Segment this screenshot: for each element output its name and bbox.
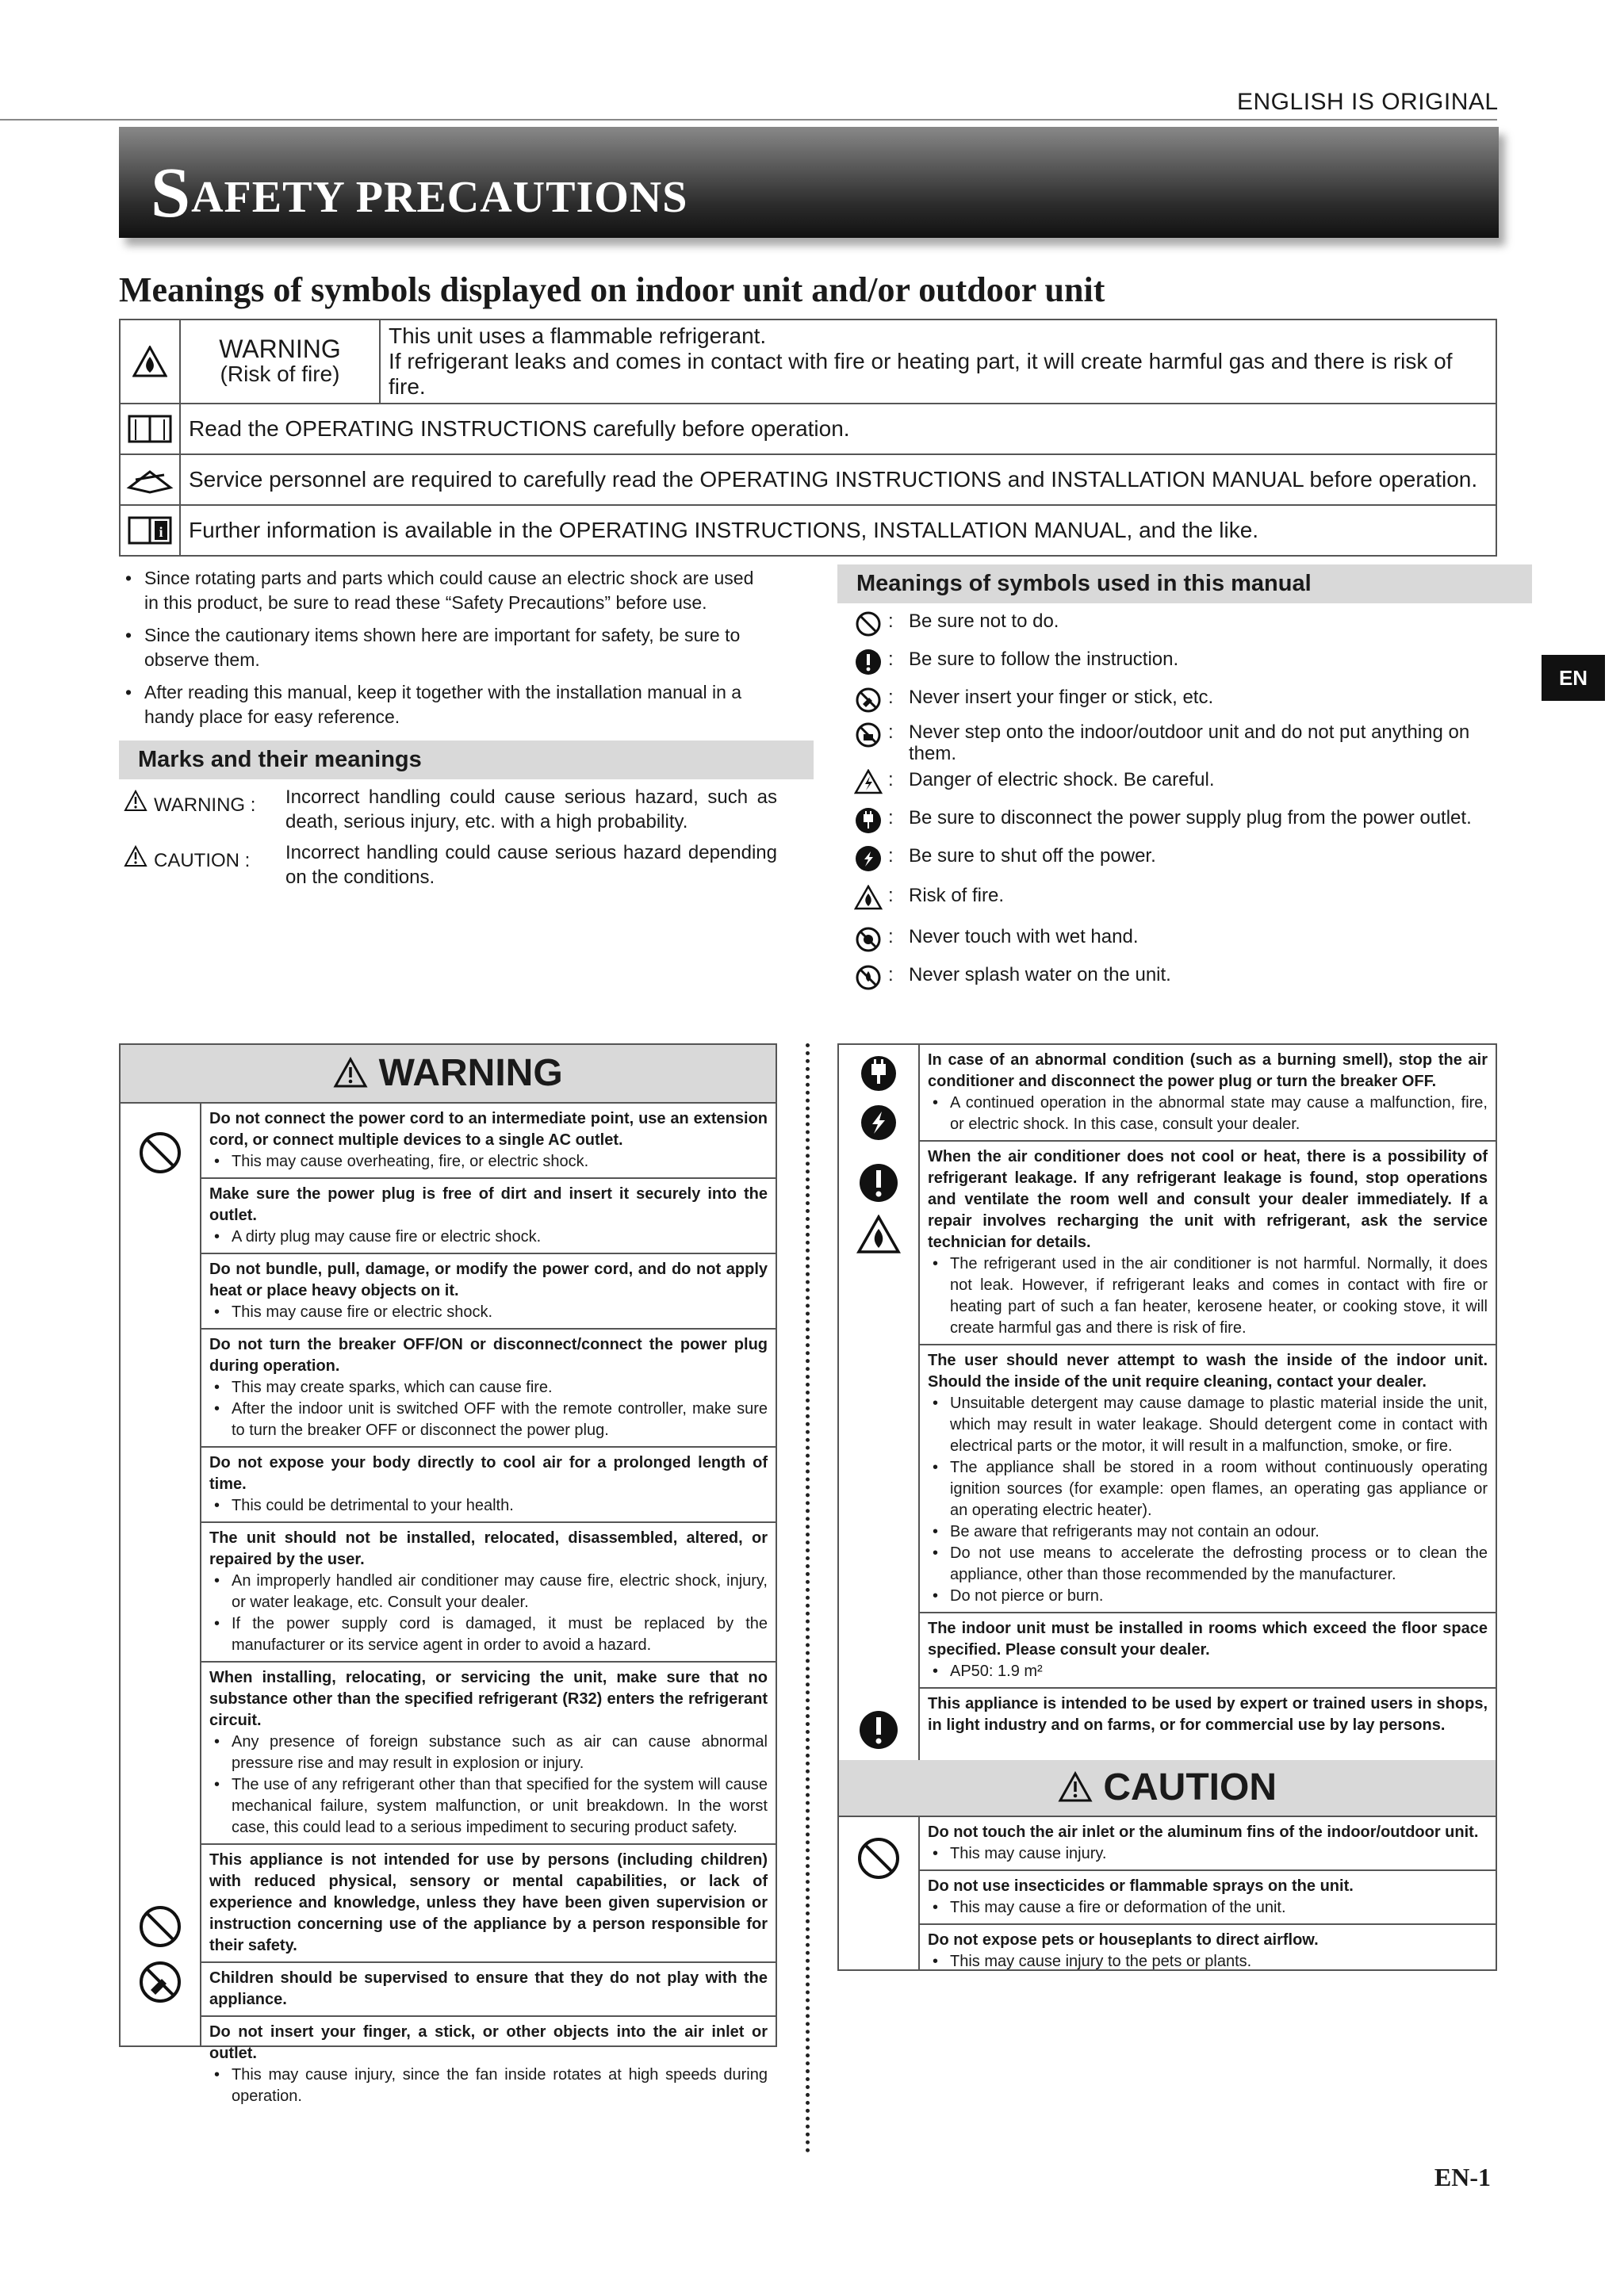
safety-item-title: Do not expose your body directly to cool air for a prolonged length of time. [209, 1454, 768, 1493]
manual-symbol-row: : Danger of electric shock. Be careful. [848, 769, 1215, 799]
service-manual-icon [120, 454, 180, 505]
warning-items-right [920, 1045, 1496, 1762]
warning-title: WARNING [121, 1045, 776, 1104]
intro-bullets [119, 566, 769, 737]
list-item: • Since rotating parts and parts which could cause an electric shock are used in this product, be sure to read these “Safety Precautions” before use. [119, 566, 769, 615]
warning-triangle-icon [124, 790, 147, 818]
safety-item-bullet: • A dirty plug may cause fire or electric shock. [209, 1226, 768, 1248]
units-symbols-heading: Meanings of symbols displayed on indoor unit and/or outdoor unit [119, 270, 1105, 309]
mandatory-icon [848, 649, 888, 680]
safety-item [920, 1689, 1496, 1741]
safety-item-title: Children should be supervised to ensure that they do not play with the appliance. [209, 1969, 768, 2008]
no-water-splash-icon [848, 964, 888, 996]
no-finger-icon [848, 687, 888, 718]
safety-item [201, 1330, 776, 1448]
safety-item-bullet: • This may cause fire or electric shock. [209, 1302, 768, 1323]
safety-item-bullet: • This could be detrimental to your health. [209, 1495, 768, 1517]
safety-item-title: Do not turn the breaker OFF/ON or disconnect/connect the power plug during operation. [209, 1336, 768, 1375]
warning-box-left [119, 1043, 777, 2105]
row-read-instructions: Read the OPERATING INSTRUCTIONS carefully before operation. [180, 404, 1496, 454]
caution-title: CAUTION [839, 1760, 1496, 1817]
caution-items [920, 1817, 1496, 1969]
safety-item [201, 1104, 776, 1179]
safety-item-title: The user should never attempt to wash the inside of the indoor unit. Should the inside of the unit require cleaning, contact your dealer. [928, 1352, 1488, 1391]
safety-item-bullet: • The use of any refrigerant other than that specified for the system will cause mechanical failure, system malfunction, or unit breakdown. In the worst case, this could lead to a serious impediment to securing product safety. [209, 1774, 768, 1839]
prohibition-icon [848, 610, 888, 642]
fire-icon [856, 1215, 901, 1254]
title-banner [119, 127, 1499, 238]
safety-item [920, 1345, 1496, 1613]
safety-item-title: Do not connect the power cord to an intermediate point, use an extension cord, or connect multiple devices to a single AC outlet. [209, 1110, 768, 1149]
safety-item-bullet: • This may cause a fire or deformation of the unit. [928, 1897, 1488, 1919]
safety-item-title: Do not bundle, pull, damage, or modify the power cord, and do not apply heat or place heavy objects on it. [209, 1261, 768, 1299]
caution-triangle-icon [124, 845, 147, 874]
caution-triangle-icon [1058, 1771, 1093, 1803]
safety-item [201, 1448, 776, 1523]
header-note: ENGLISH IS ORIGINAL [1237, 89, 1499, 115]
manual-symbol-row: : Be sure to disconnect the power supply plug from the power outlet. [848, 807, 1472, 839]
manual-symbol-row: : Never insert your finger or stick, etc. [848, 687, 1213, 718]
safety-item-bullet: • This may cause injury. [928, 1843, 1488, 1865]
safety-item [201, 1663, 776, 1845]
safety-item [201, 1179, 776, 1254]
safety-item-title: Make sure the power plug is free of dirt and insert it securely into the outlet. [209, 1185, 768, 1224]
warning-triangle-icon [333, 1057, 368, 1089]
unit-symbols-table [119, 319, 1497, 557]
safety-item-bullet: • AP50: 1.9 m² [928, 1661, 1488, 1682]
safety-item [201, 1845, 776, 1963]
safety-item [920, 1613, 1496, 1689]
safety-item-bullet: • Do not use means to accelerate the defrosting process or to clean the appliance, other than those recommended by the manufacturer. [928, 1543, 1488, 1586]
prohibition-icon [856, 1836, 901, 1881]
safety-item-title: Do not touch the air inlet or the aluminum fins of the indoor/outdoor unit. [928, 1823, 1479, 1841]
safety-item [201, 2017, 776, 2112]
power-off-icon [860, 1104, 898, 1142]
electric-shock-icon [848, 769, 888, 799]
safety-item [201, 1254, 776, 1330]
manual-symbol-row: : Be sure to follow the instruction. [848, 649, 1178, 680]
warning-right-icon-column [839, 1045, 920, 1762]
safety-item-title: When installing, relocating, or servicing the unit, make sure that no substance other than the specified refrigerant (R32) enters the refrigerant circuit. [209, 1669, 768, 1729]
prohibition-icon [138, 1904, 182, 1949]
safety-item-title: Do not expose pets or houseplants to direct airflow. [928, 1931, 1319, 1949]
safety-item-title: The unit should not be installed, relocated, disassembled, altered, or repaired by the user. [209, 1529, 768, 1568]
safety-item-bullet: • Be aware that refrigerants may not contain an odour. [928, 1521, 1488, 1543]
safety-item-bullet: • Do not pierce or burn. [928, 1586, 1488, 1607]
safety-item [920, 1045, 1496, 1142]
safety-item-bullet: • A continued operation in the abnormal state may cause a malfunction, fire, or electric shock. In this case, consult your dealer. [928, 1093, 1488, 1135]
warning-box-right [837, 1043, 1497, 1763]
power-off-icon [848, 845, 888, 877]
row-service-personnel: Service personnel are required to carefully read the OPERATING INSTRUCTIONS and INSTALLATION MANUAL before operation. [180, 454, 1496, 505]
warning-label-cell: WARNING (Risk of fire) [180, 320, 380, 404]
manual-symbol-row: : Never splash water on the unit. [848, 964, 1171, 996]
safety-item [920, 1142, 1496, 1345]
warning-items-left [201, 1104, 776, 2105]
row-further-info: Further information is available in the OPERATING INSTRUCTIONS, INSTALLATION MANUAL, and the like. [180, 505, 1496, 556]
svg-text:i: i [159, 524, 163, 540]
safety-item-bullet: • This may create sparks, which can cause fire. [209, 1377, 768, 1399]
header-rule [0, 119, 1497, 121]
safety-item-title: This appliance is not intended for use by persons (including children) with reduced physical, sensory or mental capabilities, or lack of experience and knowledge, unless they have been given supervision or instruction concerning use of the appliance by a person responsible for their safety. [209, 1851, 768, 1954]
safety-item [920, 1925, 1496, 1977]
no-step-icon [848, 721, 888, 764]
manual-symbol-row: : Be sure not to do. [848, 610, 1059, 642]
no-wet-hand-icon [848, 926, 888, 958]
no-finger-icon [138, 1960, 182, 2004]
safety-item-bullet: • This may cause overheating, fire, or electric shock. [209, 1151, 768, 1173]
manual-book-icon [120, 404, 180, 454]
mandatory-icon [858, 1709, 899, 1751]
safety-item-bullet: • If the power supply cord is damaged, it must be replaced by the manufacturer or its service agent in order to avoid a hazard. [209, 1613, 768, 1656]
manual-symbol-row: : Never touch with wet hand. [848, 926, 1139, 958]
column-divider [806, 1043, 810, 2153]
warning-text-cell: This unit uses a flammable refrigerant. If refrigerant leaks and comes in contact with fire or heating part, it will create harmful gas and there is risk of fire. [380, 320, 1496, 404]
manual-symbols-heading: Meanings of symbols used in this manual [837, 564, 1532, 603]
unplug-icon [860, 1054, 898, 1093]
list-item: • Since the cautionary items shown here are important for safety, be sure to observe them. [119, 623, 769, 672]
safety-item-title: Do not use insecticides or flammable sprays on the unit. [928, 1877, 1354, 1895]
unplug-icon [848, 807, 888, 839]
safety-item [920, 1817, 1496, 1871]
fire-warning-icon [120, 320, 180, 404]
language-tab: EN [1542, 655, 1605, 701]
safety-item-bullet: • The appliance shall be stored in a room without continuously operating ignition sources (for example: open flames, an operating gas appliance or an operating electric heater). [928, 1457, 1488, 1521]
prohibition-icon [138, 1131, 182, 1175]
safety-item-title: In case of an abnormal condition (such as a burning smell), stop the air conditioner and disconnect the power plug or turn the breaker OFF. [928, 1051, 1488, 1090]
page-title: SAFETY PRECAUTIONS [151, 154, 688, 232]
safety-item-bullet: • This may cause injury to the pets or plants. [928, 1951, 1488, 1973]
caution-box [837, 1760, 1497, 1971]
safety-item-bullet: • This may cause injury, since the fan inside rotates at high speeds during operation. [209, 2064, 768, 2107]
manual-symbol-row: : Risk of fire. [848, 885, 1004, 915]
safety-item-bullet: • An improperly handled air conditioner may cause fire, electric shock, injury, or water leakage, etc. Consult your dealer. [209, 1571, 768, 1613]
marks-heading: Marks and their meanings [119, 740, 814, 779]
safety-item-bullet: • After the indoor unit is switched OFF with the remote controller, make sure to turn the breaker OFF or disconnect the power plug. [209, 1399, 768, 1441]
safety-item [201, 1963, 776, 2017]
safety-item-title: Do not insert your finger, a stick, or other objects into the air inlet or outlet. [209, 2023, 768, 2062]
caution-icon-column [839, 1817, 920, 1969]
safety-item-title: When the air conditioner does not cool or heat, there is a possibility of refrigerant leakage. If any refrigerant leakage is found, stop operations and ventilate the room well and consult your dealer immediately. If a repair involves recharging the unit with refrigerant, ask the service technician for details. [928, 1148, 1488, 1251]
safety-item-title: The indoor unit must be installed in rooms which exceed the floor space specified. Please consult your dealer. [928, 1620, 1488, 1659]
manual-symbol-row: : Never step onto the indoor/outdoor unit and do not put anything on them. [848, 721, 1499, 764]
safety-item-bullet: • Any presence of foreign substance such as air can cause abnormal pressure rise and may result in explosion or injury. [209, 1732, 768, 1774]
info-book-icon [120, 505, 180, 556]
mandatory-icon [858, 1162, 899, 1203]
list-item: • After reading this manual, keep it together with the installation manual in a handy place for easy reference. [119, 680, 769, 729]
page-number: EN-1 [1434, 2163, 1491, 2191]
safety-item [201, 1523, 776, 1663]
warning-icon-column [121, 1104, 201, 2045]
safety-item-bullet: • Unsuitable detergent may cause damage to plastic material inside the unit, which may result in water leakage. Should detergent come in contact with electrical parts or the motor, it will result in a malfunction, smoke, or fire. [928, 1393, 1488, 1457]
safety-item-title: This appliance is intended to be used by expert or trained users in shops, in light industry and on farms, or for commercial use by lay persons. [928, 1695, 1488, 1734]
safety-item [920, 1871, 1496, 1925]
manual-symbol-row: : Be sure to shut off the power. [848, 845, 1156, 877]
safety-item-bullet: • The refrigerant used in the air conditioner is not harmful. Normally, it does not leak. However, if refrigerant leaks and comes in contact with fire or heating part of such a fan heater, kerosene heater, or cooking stove, it will create harmful gas and there is risk of fire. [928, 1253, 1488, 1339]
fire-icon [848, 885, 888, 915]
